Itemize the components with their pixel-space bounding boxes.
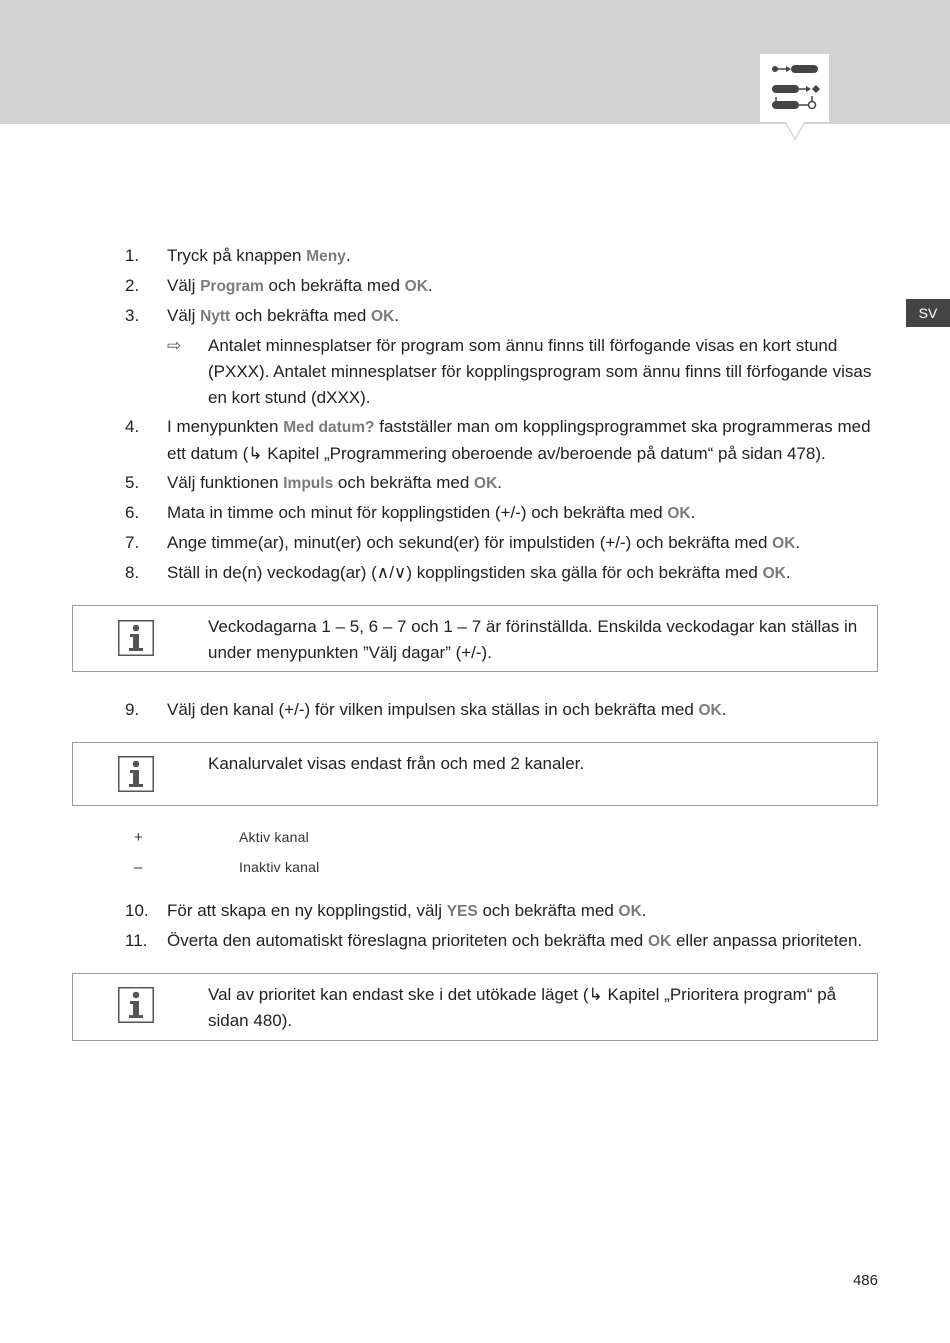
ui-term: OK	[772, 535, 796, 552]
ui-term: OK	[667, 505, 691, 522]
note-text: Val av prioritet kan endast ske i det utökade läget (↳ Kapitel „Prioritera program“ på sidan 480).	[208, 985, 837, 1030]
step-text: Tryck på knappen Meny.	[167, 246, 351, 265]
step-text: För att skapa en ny kopplingstid, välj YES och bekräfta med OK.	[167, 901, 647, 920]
ui-term: OK	[762, 565, 786, 582]
step-number: 8.	[125, 563, 140, 582]
info-icon	[118, 987, 154, 1023]
result-arrow-icon: ⇨	[167, 336, 182, 355]
page-number: 486	[852, 1272, 878, 1289]
ui-term: OK	[404, 278, 428, 295]
step-number: 7.	[125, 533, 140, 552]
cross-reference-icon: ↳	[248, 444, 263, 463]
ui-term: OK	[371, 308, 395, 325]
step-text: Välj den kanal (+/-) för vilken impulsen ska ställas in och bekräfta med OK.	[167, 700, 727, 719]
cross-reference-link[interactable]: Kapitel „Programmering oberoende av/beroende på datum“ på sidan 478).	[262, 444, 826, 463]
step-text: Välj Program och bekräfta med OK.	[167, 276, 433, 295]
step-number: 6.	[125, 503, 140, 522]
program-flow-icon	[760, 54, 829, 122]
result-text: Antalet minnesplatser för program som ännu finns till förfogande visas en kort stund (PXXX). Antalet minnesplatser för kopplingsprogram som ännu finns till förfogande visas en kort stund (dXXX).	[208, 336, 872, 407]
info-note	[72, 742, 878, 806]
step-text: Ange timme(ar), minut(er) och sekund(er) för impulstiden (+/-) och bekräfta med OK.	[167, 533, 801, 552]
step-number: 5.	[125, 473, 140, 492]
step-number: 10.	[125, 901, 149, 920]
step-number: 9.	[125, 700, 140, 719]
ui-term: Med datum?	[283, 419, 375, 436]
note-text: Kanalurvalet visas endast från och med 2 kanaler.	[208, 754, 585, 773]
step-number: 3.	[125, 306, 140, 325]
ui-term: Program	[200, 278, 264, 295]
language-tab: SV	[906, 299, 950, 327]
legend-label: Aktiv kanal	[239, 829, 309, 845]
legend-symbol: +	[134, 829, 143, 846]
step-text: Välj Nytt och bekräfta med OK.	[167, 306, 400, 325]
step-number: 4.	[125, 417, 140, 436]
step-number: 2.	[125, 276, 140, 295]
step-text: I menypunkten Med datum? fastställer man om kopplingsprogrammet ska programmeras med ett datum (↳ Kapitel „Programmering oberoende av/beroende på datum“ på sidan 478).	[167, 417, 871, 463]
ui-term: OK	[474, 475, 498, 492]
step-text: Välj funktionen Impuls och bekräfta med OK.	[167, 473, 502, 492]
step-text: Ställ in de(n) veckodag(ar) (∧/∨) kopplingstiden ska gälla för och bekräfta med OK.	[167, 563, 791, 582]
ui-term: Impuls	[283, 475, 334, 492]
info-icon	[118, 756, 154, 792]
info-note	[72, 605, 878, 672]
ui-term: OK	[618, 903, 642, 920]
ui-term: OK	[698, 702, 722, 719]
ui-term: YES	[446, 903, 478, 920]
header-pointer	[785, 121, 805, 141]
ui-term: OK	[647, 933, 672, 950]
step-number: 1.	[125, 246, 140, 265]
legend-label: Inaktiv kanal	[239, 859, 320, 875]
legend-symbol: –	[134, 859, 143, 876]
step-number: 11.	[125, 931, 148, 950]
ui-term: Nytt	[200, 308, 231, 325]
ui-term: Meny	[306, 248, 346, 265]
step-text: Överta den automatiskt föreslagna prioriteten och bekräfta med OK eller anpassa prioriteten.	[167, 931, 863, 950]
note-text: Veckodagarna 1 – 5, 6 – 7 och 1 – 7 är förinställda. Enskilda veckodagar kan ställas in under menypunkten ”Välj dagar” (+/-).	[208, 617, 858, 662]
step-text: Mata in timme och minut för kopplingstiden (+/-) och bekräfta med OK.	[167, 503, 696, 522]
info-note	[72, 973, 878, 1041]
info-icon	[118, 620, 154, 656]
